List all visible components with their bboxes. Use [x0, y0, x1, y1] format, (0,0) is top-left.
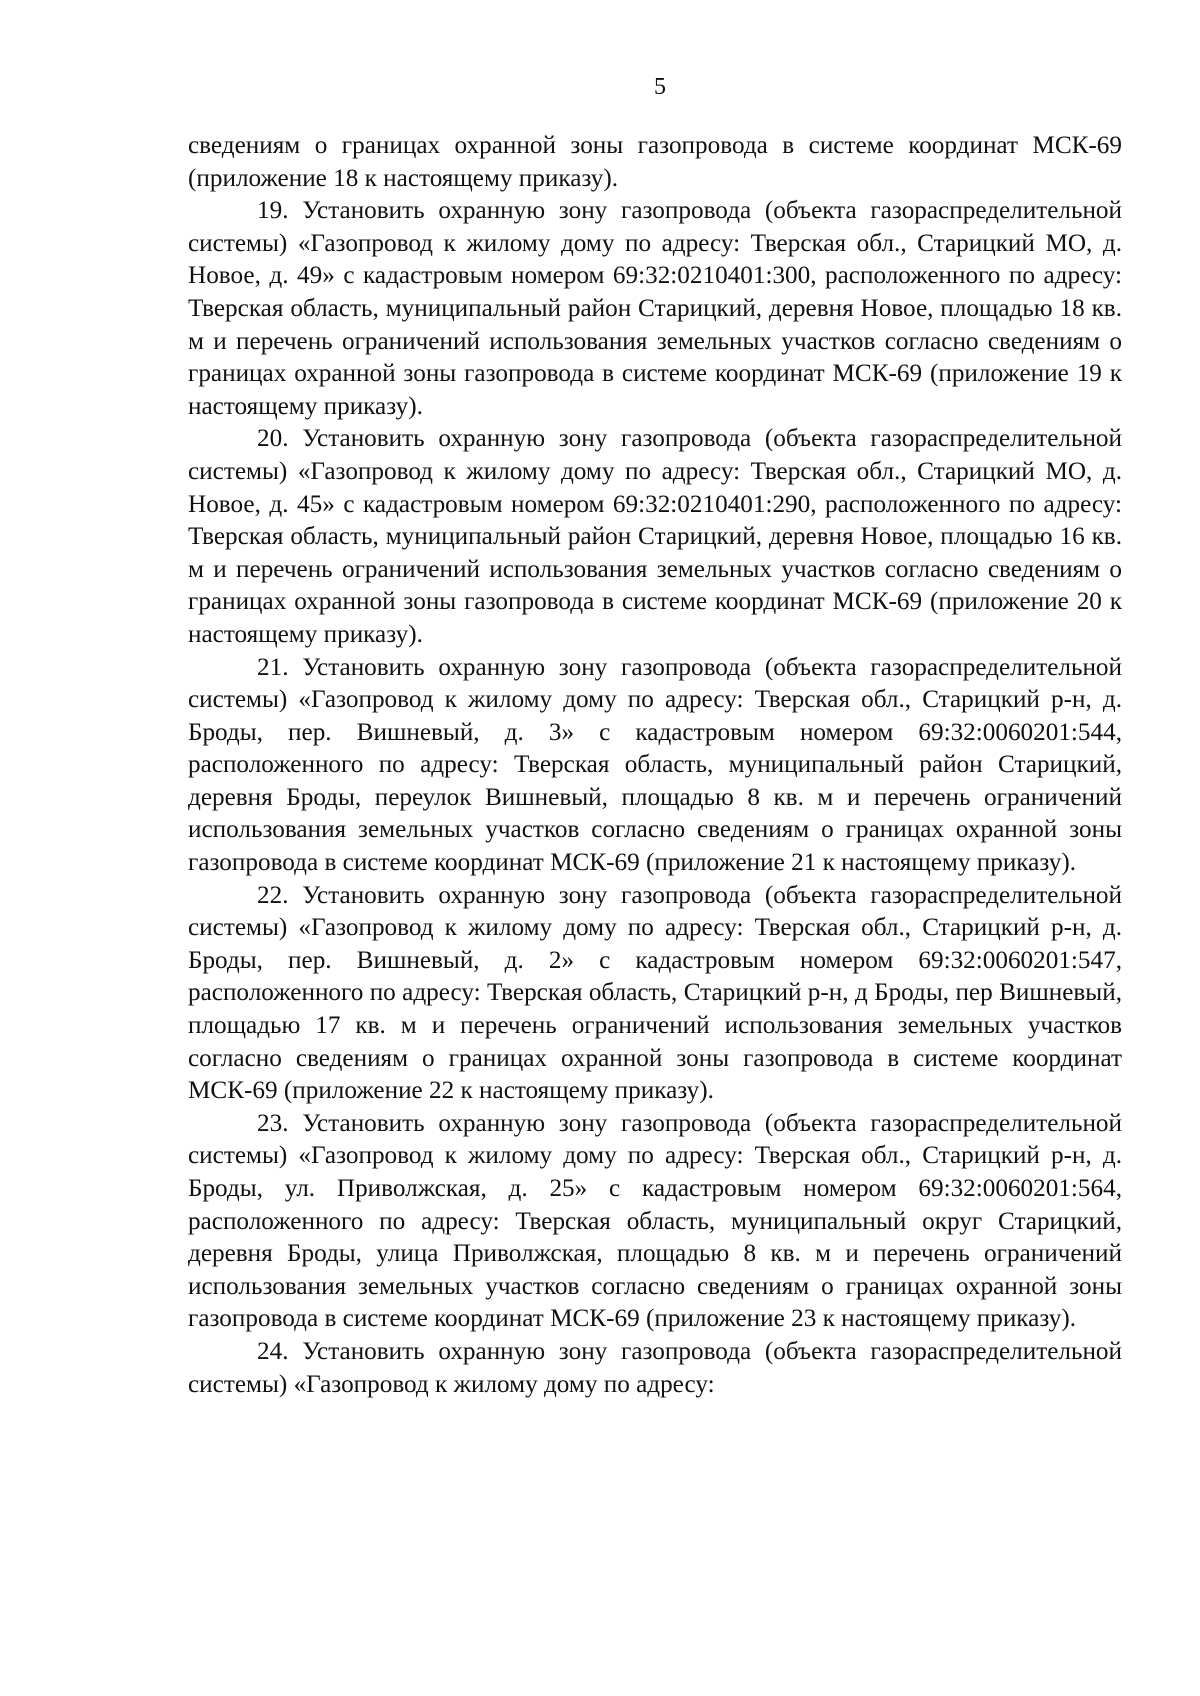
paragraph-text: Установить охранную зону газопровода (объекта газораспределительной системы) «Газопровод к жилому дому по адресу: Тверская обл., Старицкий р-н, д. Броды, пер. Вишневый, д. 3» с кадастровым номером 69:32:0060201:544, расположенного по адресу: Тверская область, муниципальный район Старицкий, деревня Броды, переулок Вишневый, площадью 8 кв. м и перечень ограничений использования земельных участков согласно сведениям о границах охранной зоны газопровода в системе координат МСК-69 (приложение 21 к настоящему приказу). [188, 653, 1122, 877]
item-number: 23. [257, 1109, 289, 1137]
item-number: 21. [257, 653, 289, 681]
paragraph-text: Установить охранную зону газопровода (объекта газораспределительной системы) «Газопровод к жилому дому по адресу: [188, 1337, 1122, 1398]
paragraph-text: сведениям о границах охранной зоны газопровода в системе координат МСК-69 (приложение 18 к настоящему приказу). [188, 132, 1122, 192]
paragraph-text: Установить охранную зону газопровода (объекта газораспределительной системы) «Газопровод к жилому дому по адресу: Тверская обл., Старицкий МО, д. Новое, д. 45» с кадастровым номером 69:32:0210401:290, расположенного по адресу: Тверская область, муниципальный район Старицкий, деревня Новое, площадью 16 кв. м и перечень ограничений использования земельных участков согласно сведениям о границах охранной зоны газопровода в системе координат МСК-69 (приложение 20 к настоящему приказу). [188, 425, 1122, 648]
paragraph-item-22 [188, 880, 1122, 1108]
paragraph-item-21 [188, 652, 1122, 880]
paragraph-item-24 [188, 1336, 1122, 1401]
paragraph-item-19 [188, 195, 1122, 423]
page-number: 5 [654, 74, 666, 100]
paragraph-continued [188, 130, 1122, 195]
item-number: 20. [257, 425, 289, 453]
item-number: 19. [257, 197, 289, 225]
paragraph-text: Установить охранную зону газопровода (объекта газораспределительной системы) «Газопровод к жилому дому по адресу: Тверская обл., Старицкий р-н, д. Броды, пер. Вишневый, д. 2» с кадастровым номером 69:32:0060201:547, расположенного по адресу: Тверская область, Старицкий р-н, д Броды, пер Вишневый, площадью 17 кв. м и перечень ограничений использования земельных участков согласно сведениям о границах охранной зоны газопровода в системе координат МСК-69 (приложение 22 к настоящему приказу). [188, 881, 1122, 1105]
document-body [188, 130, 1122, 1401]
paragraph-item-23 [188, 1108, 1122, 1336]
item-number: 24. [257, 1337, 289, 1365]
paragraph-text: Установить охранную зону газопровода (объекта газораспределительной системы) «Газопровод к жилому дому по адресу: Тверская обл., Старицкий р-н, д. Броды, ул. Приволжская, д. 25» с кадастровым номером 69:32:0060201:564, расположенного по адресу: Тверская область, муниципальный округ Старицкий, деревня Броды, улица Приволжская, площадью 8 кв. м и перечень ограничений использования земельных участков согласно сведениям о границах охранной зоны газопровода в системе координат МСК-69 (приложение 23 к настоящему приказу). [188, 1109, 1122, 1333]
paragraph-item-20 [188, 423, 1122, 651]
paragraph-text: Установить охранную зону газопровода (объекта газораспределительной системы) «Газопровод к жилому дому по адресу: Тверская обл., Старицкий МО, д. Новое, д. 49» с кадастровым номером 69:32:0210401:300, расположенного по адресу: Тверская область, муниципальный район Старицкий, деревня Новое, площадью 18 кв. м и перечень ограничений использования земельных участков согласно сведениям о границах охранной зоны газопровода в системе координат МСК-69 (приложение 19 к настоящему приказу). [188, 197, 1122, 420]
item-number: 22. [257, 881, 289, 909]
